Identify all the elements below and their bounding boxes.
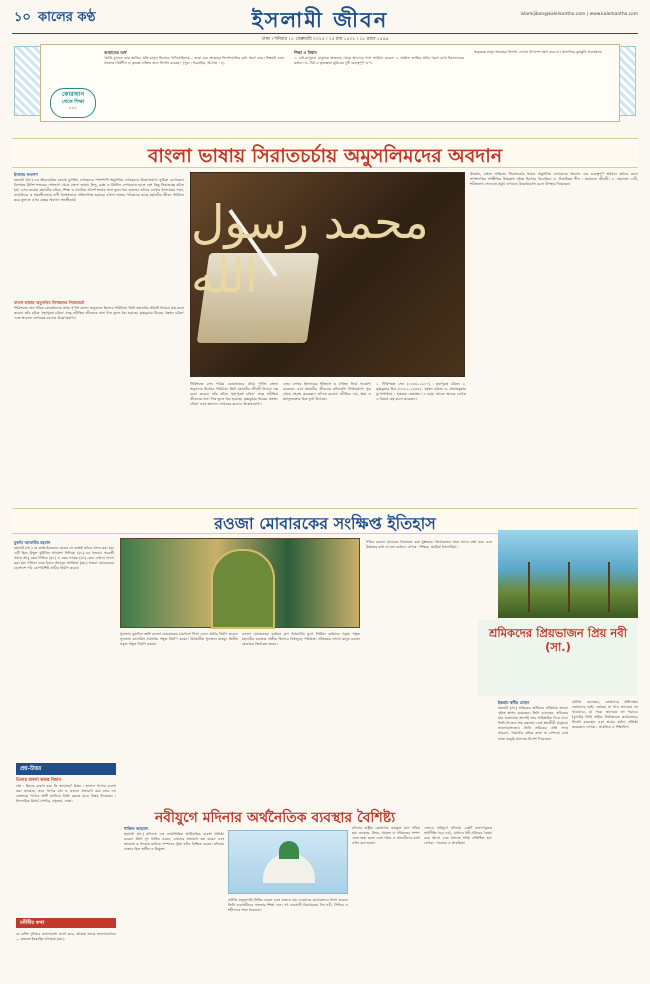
newspaper-logo: কালের কণ্ঠ xyxy=(38,10,96,25)
quran-col-1 xyxy=(104,50,284,118)
article3-col-2 xyxy=(572,700,638,976)
article1-col5-text: উল্লেখ্য, বাংলা সাহিত্যে সিরাতচর্চার ধারায় অমুসলিম লেখকদের অবদান এক গুরুত্বপূর্ণ অধ্যায়। তাঁদের রচনা সাম্প্রদায়িক সম্প্রীতির উজ্জ্বল দৃষ্টান্ত হিসেবে বিবেচিত। ৪. নিতাইচন্দ্র শীল : মহম্মদের জীবনী। ৫. হেমলতা দেবী, শচীন্দ্রনাথ সেনগুপ্ত প্রমুখ লেখকও উল্লেখযোগ্য রচনা উপহার দিয়েছেন। xyxy=(470,172,638,187)
rawdah-photo xyxy=(120,538,360,628)
quran-col1-title: আয়াতের অর্থ xyxy=(104,50,127,55)
palm-trunk xyxy=(608,562,610,612)
article3-headline-box xyxy=(478,620,638,696)
article2-headline: রওজা মোবারকের সংক্ষিপ্ত ইতিহাস xyxy=(214,514,436,533)
article2-col-1 xyxy=(14,540,114,750)
article3-headline: শ্রমিকদের প্রিয়ভাজন প্রিয় নবী (সা.) xyxy=(489,626,627,654)
article4-col-1 xyxy=(124,826,224,978)
article4-headline: নবীযুগে মদিনার অর্থনৈতিক ব্যবস্থার বৈশিষ্ট্য xyxy=(154,810,396,826)
quote-box xyxy=(16,932,116,978)
page-number: ১০ xyxy=(14,10,31,25)
calligraphy-photo xyxy=(190,172,465,377)
quran-col1-text: 'আমি মুসাকে তার জাতির প্রতি রাসুল হিসেবে পাঠিয়েছিলাম… তারা যেন আল্লাহর নিদর্শনাবলির কথা স্মরণ করে। নিশ্চয়ই এতে প্রত্যেক ধৈর্যশীল ও কৃতজ্ঞ ব্যক্তির জন্য নিদর্শন রয়েছে।' (সুরা : ইবরাহিম, আয়াত : ৫) xyxy=(104,56,284,66)
quote-text: যে ব্যক্তি দুনিয়ার ভালোবাসা ত্যাগ করে, আল্লাহ তাকে ভালোবাসেন। — হজরত ইবরাহিম আদহাম (রহ.) xyxy=(16,932,116,942)
article4-col-2 xyxy=(228,898,348,978)
rawdah-door-shape xyxy=(211,549,275,629)
qa-question-title: তিনার ব্যবসা করার বিধান xyxy=(16,778,62,783)
article1-col-5 xyxy=(470,172,638,502)
article4-byline: শাকিল আহমাদ xyxy=(124,826,149,831)
article3-col2-text: নবীজি বলেছেন, তোমাদের অধীনস্থরা তোমাদের ভাই। তোমরা যা খাও তাদেরও তা খাওয়াবে, যা পরো তাদেরও তা পরাবে। (বুখারি) তিনি শ্রমিক নির্যাতনকে কঠোরভাবে নিষেধ করেছেন এবং শ্রমের মর্যাদা প্রতিষ্ঠা করেছেন। লেখক : প্রাবন্ধিক ও শিক্ষাবিদ। xyxy=(572,700,638,730)
article1-col-1 xyxy=(14,172,184,502)
article1-byline: ইসলাম সংলাপ xyxy=(14,172,38,177)
article1-col4-text: ১. গিরিশচন্দ্র সেন (১৮৩৪–১৯১০) : মহাপুরুষ চরিত। ২. কৃষ্ণকুমার মিত্র (১৮৫২–১৯৩৬) : মহম্মদ চরিত। ৩. প্রভাতকুমার মুখোপাধ্যায় : হজরত মোহাম্মদ। এ ছাড়া আরো অনেক লেখক এ বিষয়ে গ্রন্থ রচনা করেছেন। xyxy=(376,382,466,402)
palm-trunk xyxy=(568,562,570,612)
quran-col-2 xyxy=(294,50,464,118)
qa-text: প্রশ্ন : তিনার ব্যবসা করা কি জায়েজ? উত্তর : হালাল পণ্যের ব্যবসা করা জায়েজ, তবে পণ্যের মান ও ওজনে প্রতারণা করা যাবে না। ক্রেতাকে পণ্যের ত্রুটি জানিয়ে বিক্রি করতে হবে। উত্তর দিয়েছেন : ইসলামিক রিসার্চ সেন্টার, বসুন্ধরা, ঢাকা। xyxy=(16,784,116,804)
seal-number: ৮৯৪ xyxy=(69,105,77,110)
article3-col-1 xyxy=(498,700,568,976)
quran-col-3 xyxy=(474,50,604,118)
article1-subhead: বাংলা ভাষায় অমুসলিম লিখকদের সিরাতচর্চা xyxy=(14,300,85,305)
article1-col1-text: মহানবী (সা.)-এর জীবনচরিত রচনায় মুসলিম লেখকদের পাশাপাশি অমুসলিম লেখকরাও উল্লেখযোগ্য ভূমিকা রেখেছেন। বিশেষত উনিশ শতকের শেষভাগ থেকে বাংলা ভাষায় হিন্দু, ব্রাহ্ম ও খ্রিস্টান লেখকদের হাতে বেশ কিছু সিরাতগ্রন্থ রচিত হয়। এসব রচনায় মহানবীর চরিত্র, শিক্ষা ও মানবিক আদর্শ শ্রদ্ধার সঙ্গে তুলে ধরা হয়েছে। তাঁদের লেখায় ইসলামের সাম্য, ন্যায়বিচার ও সহনশীলতার বাণী বিশেষভাবে প্রতিফলিত হয়েছে। বাংলা ভাষার পাঠকদের কাছে মহানবীর জীবন পরিচিত করে তুলতে এসব গ্রন্থের অবদান অনস্বীকার্য। xyxy=(14,178,184,203)
seal-subtitle: থেকে শিক্ষা xyxy=(61,99,85,105)
green-dome-icon xyxy=(279,841,299,859)
article3-byline: ইকরাম কবীর মোহন xyxy=(498,700,530,705)
section-title: ইসলামী জীবন xyxy=(251,8,389,32)
article1-col3-text: এসব লেখক ইসলামের ইতিহাস ও ঐতিহ্য নিয়ে গবেষণা করেছেন এবং মহানবীর জীবনের ঘটনাবলি নির্ভরযোগ্য সূত্র থেকে সংগ্রহ করেছেন। তাঁদের রচনায় নবীজির দয়া, ক্ষমা ও মহানুভবতার চিত্র ফুটে উঠেছে। xyxy=(283,382,371,402)
calligraphy-text: محمد رسول الله xyxy=(191,195,429,303)
article2-col1-text: মহানবী (সা.) যে কক্ষে ইন্তেকাল করেন সে কক্ষেই তাঁকে দাফন করা হয়। এটি ছিল উম্মুল মুমিনিন আয়েশা সিদ্দিকা (রা.)-এর হুজরা। পরবর্তী সময়ে আবু বকর সিদ্দিক (রা.) ও ওমর ফারুক (রা.)-কেও এখানে দাফন করা হয়। খলিফা ওমর ইবনে আবদুল আজিজ (রহ.) হুজরা মোবারকের চারপাশে পাঁচ কোণবিশিষ্ট প্রাচীর নির্মাণ করেন। xyxy=(14,546,114,571)
article3-col1-text: মহানবী (সা.) শ্রমিকের অধিকার প্রতিষ্ঠায় অনন্য দৃষ্টান্ত স্থাপন করেছেন। তিনি বলেছেন, শ্রমিকের ঘাম শুকানোর আগেই তার পারিশ্রমিক দিয়ে দাও। তিনি নিজেও শ্রম করতেন এবং শ্রমজীবী মানুষকে ভালোবাসতেন। তিনি শ্রমিকের প্রতি সদয় আচরণ, সামর্থ্যের বাইরে কাজ না চাপানো এবং ন্যায্য মজুরি প্রদানের নির্দেশ দিয়েছেন। xyxy=(498,706,568,741)
medina-mosque-photo xyxy=(228,830,348,894)
article1-col2-text: গিরিশচন্দ্র সেন পবিত্র কোরআনের প্রথম পূর্ণাঙ্গ বাংলা অনুবাদক হিসেবে পরিচিত। তিনি মহানবীর জীবনী নিয়েও গ্রন্থ রচনা করেন। তাঁর রচিত 'মহাপুরুষ চরিত' গ্রন্থে নবীজির জীবনের নানা দিক তুলে ধরা হয়েছে। কৃষ্ণকুমার মিত্রের 'মহম্মদ চরিত' এবং অন্যান্য লেখকের রচনাও উল্লেখযোগ্য। xyxy=(190,382,278,407)
article4-col4-text: এভাবে নবীযুগে মদিনায় একটি কল্যাণমূলক অর্থনীতি গড়ে ওঠে, যেখানে ধনী-গরিবের বৈষম্য কমে আসে এবং সমাজে শান্তি প্রতিষ্ঠিত হয়। লেখক : গবেষক ও প্রাবন্ধিক। xyxy=(424,826,492,846)
article4-col1-text: মহানবী (সা.) মদিনায় এক ন্যায়ভিত্তিক অর্থনৈতিক ব্যবস্থা প্রতিষ্ঠা করেন। তিনি সুদ নিষিদ্ধ করেন, বাজারে প্রতারণা বন্ধ করেন এবং জাকাত ও সদকার মাধ্যমে সম্পদের সুষম বণ্টন নিশ্চিত করেন। মদিনার বাজার ছিল স্বাধীন ও উন্মুক্ত। xyxy=(124,832,224,852)
quran-seal xyxy=(50,88,96,118)
article4-col2-text: নবীজি মজুতদারি নিষিদ্ধ করেন এবং ওজনে কম দেওয়াকে কঠোরভাবে নিন্দা করেন। তিনি ব্যবসায়ীদের সততার শিক্ষা দেন। সৎ ব্যবসায়ী কিয়ামতের দিন নবী, সিদ্দিক ও শহীদদের সঙ্গে থাকবেন। xyxy=(228,898,348,913)
article2-col3-text: রওজা মোবারকের বর্তমান রূপ উসমানীয় যুগে নির্মিত। বর্তমানে সবুজ গম্বুজ মহানবীর রওজার প্রতীক হিসেবে বিশ্বজুড়ে পরিচিত। প্রতিবছর লাখো মানুষ রওজা মোবারক জিয়ারত করেন। xyxy=(242,632,360,647)
article1-col-4 xyxy=(376,382,466,504)
article1-col-2 xyxy=(190,382,278,504)
article1-col-3 xyxy=(283,382,371,504)
article4-col-4 xyxy=(424,826,492,978)
article4-col-3 xyxy=(352,826,420,978)
dateline: ঢাকা । শনিবার । ৮ ফেব্রুয়ারি ২০২৫ । ২৫ মাঘ ১৪৩১ । ১৮ রজব ১৪৪৬ xyxy=(261,37,389,42)
article2-col-3 xyxy=(242,632,360,802)
article1-col1-text-2: গিরিশচন্দ্র সেন পবিত্র কোরআনের প্রথম পূর্ণাঙ্গ বাংলা অনুবাদক হিসেবে পরিচিত। তিনি মহানবীর জীবনী নিয়েও গ্রন্থ রচনা করেন। তাঁর রচিত 'মহাপুরুষ চরিত' গ্রন্থে নবীজির জীবনের নানা দিক তুলে ধরা হয়েছে। কৃষ্ণকুমার মিত্রের 'মহম্মদ চরিত' এবং অন্যান্য লেখকের রচনাও উল্লেখযোগ্য। xyxy=(14,306,184,321)
article2-col4-text: পবিত্র রওজা মোবারক জিয়ারত করা মুস্তাহাব। জিয়ারতের সময় আদব রক্ষা করা এবং উচ্চস্বরে কথা না বলা কর্তব্য। লেখক : শিক্ষক, জামিয়া ইসলামিয়া। xyxy=(366,540,492,550)
article2-col-2 xyxy=(120,632,238,802)
article4-col3-text: মদিনার রাষ্ট্রীয় কোষাগার বায়তুল মাল গঠিত হয়। জাকাত, উশর, খারাজ ও গনিমতের সম্পদ এতে জমা হতো এবং দরিদ্র ও অভাবীদের মধ্যে বণ্টন করা হতো। xyxy=(352,826,420,846)
masthead-rule xyxy=(12,33,638,34)
article2-col-4 xyxy=(366,540,492,802)
quran-col2-text: ১. নবী-রাসুলরা মানুষকে অন্ধকার থেকে আলোর পথে আহ্বান করেন। ২. অতীত জাতির ঘটনা স্মরণ রাখা ঈমানদারের কর্তব্য। ৩. ধৈর্য ও কৃতজ্ঞতা মুমিনের দুটি গুরুত্বপূর্ণ গুণ। xyxy=(294,56,464,66)
article2-col2-text: সুলতান নুরুদ্দিন জঙ্গি রওজা মোবারকের চারপাশে সিসা ঢেলে প্রাচীর নির্মাণ করেন। সুলতান কালাউন সর্বপ্রথম গম্বুজ নির্মাণ করেন। উসমানীয় সুলতান মাহমুদ দ্বিতীয় সবুজ গম্বুজ নির্মাণ করেন। xyxy=(120,632,238,647)
quran-col2-title: শিক্ষা ও বিধান xyxy=(294,50,317,55)
quran-col3-text: অকৃতজ্ঞ মানুষ আল্লাহর নিদর্শন দেখেও উপদেশ গ্রহণ করে না। তাফসিরে কুরতুবি অবলম্বনে। xyxy=(474,50,603,54)
quote-section-header: মনীষীর কথা xyxy=(16,918,116,928)
article2-byline: মুফতি আতাউর রহমান xyxy=(14,540,51,545)
seal-title: কোরআন xyxy=(61,91,85,98)
qa-box xyxy=(16,778,116,914)
date-palm-photo xyxy=(498,530,638,618)
qa-section-header: প্রশ্ন-উত্তর xyxy=(16,763,116,775)
article1-headline: বাংলা ভাষায় সিরাতচর্চায় অমুসলিমদের অবদান xyxy=(147,145,503,167)
section-email[interactable]: islamijibon@kalerkantho.com | www.kalerkantho.com xyxy=(520,12,638,17)
palm-trunk xyxy=(528,562,530,612)
